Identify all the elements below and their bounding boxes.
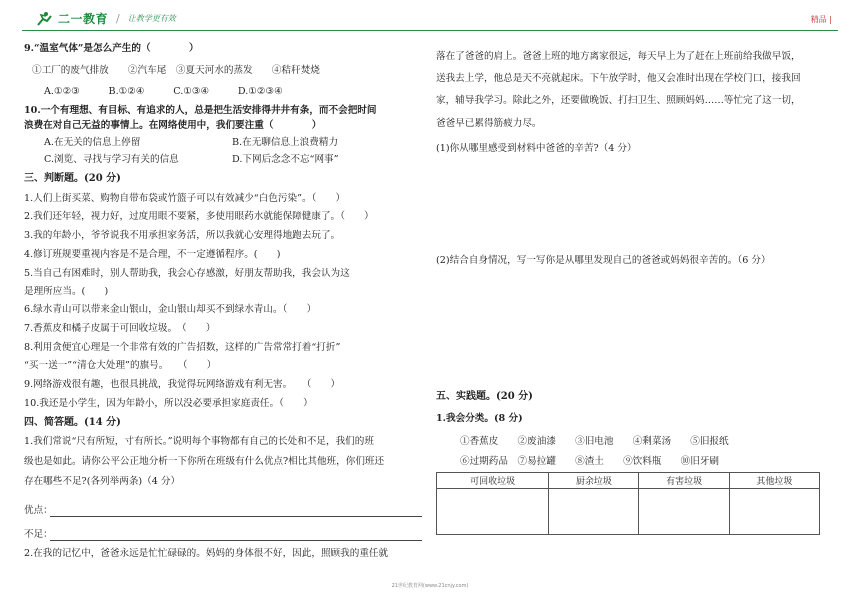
- judge-10: 10.我还是小学生，因为年龄小，所以没必要承担家庭责任。（ ）: [24, 398, 313, 409]
- judge-6: 6.绿水青山可以带来金山银山，金山银山却买不到绿水青山。（ ）: [24, 304, 317, 315]
- passage-line3: 家，辅导我学习。除此之外，还要做晚饭、打扫卫生、照顾妈妈……等忙完了这一切，: [436, 95, 801, 106]
- table-header-hazardous: 有害垃圾: [639, 473, 729, 489]
- logo-text: 二一教育: [58, 12, 109, 26]
- q10-option-c: C.浏览、寻找与学习有关的信息: [44, 154, 179, 165]
- sub-question-1: (1)你从哪里感受到材料中爸爸的辛苦?（4 分）: [436, 143, 637, 154]
- advantages-label: 优点：: [24, 505, 53, 516]
- section-5-title: 五、实践题。(20 分): [436, 391, 533, 402]
- q9-options: ①工厂的废气排放 ②汽车尾 ③夏天河水的蒸发 ④秸秆焚烧: [32, 65, 320, 76]
- short-1-line3: 存在哪些不足?(各列举两条)（4 分）: [24, 476, 181, 487]
- passage-line2: 送我去上学，他总是天不亮就起床。下午放学时，他又会准时出现在学校门口，接我回: [436, 73, 801, 84]
- waste-items-row1: ①香蕉皮 ②废油漆 ③旧电池 ④剩菜汤 ⑤旧报纸: [460, 436, 729, 447]
- judge-1: 1.人们上街买菜、购物自带布袋或竹篮子可以有效减少“白色污染”。（ ）: [24, 193, 346, 204]
- short-1-line2: 级也是如此。请你公平公正地分析一下你所在班级有什么优点?相比其他班，你们班还: [24, 456, 385, 467]
- section-4-title: 四、简答题。(14 分): [24, 417, 121, 428]
- table-header-other: 其他垃圾: [729, 473, 819, 489]
- judge-9: 9.网络游戏很有趣，也很具挑战，我觉得玩网络游戏有利无害。 （ ）: [24, 379, 341, 390]
- judge-3: 3.我的年龄小，爷爷说我不用承担家务活，所以我就心安理得地跑去玩了。: [24, 230, 341, 241]
- judge-4: 4.修订班规要重视内容是不是合理，不一定遵循程序。( ): [24, 249, 281, 260]
- judge-8-line1: 8.利用贪便宜心理是一个非常有效的广告招数，这样的广告常常打着“打折”: [24, 342, 341, 353]
- judge-2: 2.我们还年轻，视力好，过度用眼不要紧，多使用眼药水就能保障健康了。（ ）: [24, 211, 374, 222]
- table-header-recyclable: 可回收垃圾: [437, 473, 549, 489]
- recyclable-cell[interactable]: [437, 489, 549, 535]
- judge-5-line1: 5.当自己有困难时，别人帮助我，我会心存感激，好朋友帮助我，我会认为这: [24, 268, 350, 279]
- disadvantages-label: 不足：: [24, 529, 53, 540]
- page-header: [22, 8, 838, 32]
- sub-question-2: (2)结合自身情况，写一写你是从哪里发现自己的爸爸或妈妈很辛苦的。（6 分）: [436, 255, 771, 266]
- kitchen-cell[interactable]: [549, 489, 639, 535]
- judge-5-line2: 是理所应当。( ): [24, 286, 109, 297]
- passage-line4: 爸爸早已累得筋疲力尽。: [436, 118, 542, 129]
- short-1-line1: 1.我们常说“尺有所短，寸有所长。”说明每个事物都有自己的长处和不足，我们的班: [24, 436, 374, 447]
- runner-logo-icon: [34, 11, 54, 27]
- q10-option-d: D.下网后念念不忘“网事”: [232, 154, 339, 165]
- header-divider: [22, 30, 838, 31]
- section-3-title: 三、判断题。(20 分): [24, 173, 121, 184]
- waste-items-row2: ⑥过期药品 ⑦易拉罐 ⑧渣土 ⑨饮料瓶 ⑩旧牙刷: [460, 456, 720, 467]
- judge-7: 7.香蕉皮和橘子皮属于可回收垃圾。 （ ）: [24, 323, 216, 334]
- quality-badge: 精品 |: [810, 15, 832, 24]
- q10-line1: 10.一个有理想、有目标、有追求的人，总是把生活安排得井井有条，而不会把时间: [24, 105, 377, 116]
- page-footer: 21世纪教育网(www.21cnjy.com): [391, 583, 469, 589]
- logo-separator: /: [116, 12, 120, 25]
- q10-option-b: B.在无聊信息上浪费精力: [232, 137, 339, 148]
- slogan: 让教学更有效: [127, 14, 176, 23]
- q10-line2: 浪费在对自己无益的事情上。在网络使用中，我们要注重（ ）: [24, 120, 322, 131]
- hazardous-cell[interactable]: [639, 489, 729, 535]
- sorting-table: [436, 472, 820, 535]
- q10-option-a: A.在无关的信息上停留: [44, 137, 141, 148]
- other-cell[interactable]: [729, 489, 819, 535]
- logo: [34, 10, 176, 27]
- q9-text: 9.“温室气体”是怎么产生的（ ）: [24, 43, 199, 54]
- table-header-kitchen: 厨余垃圾: [549, 473, 639, 489]
- q9-choices: A.①②③ B.①②④ C.①③④ D.①②③④: [44, 86, 283, 97]
- passage-line1: 落在了爸爸的肩上。爸爸上班的地方离家很远，每天早上为了赶在上班前给我做早饭，: [436, 51, 801, 62]
- advantages-answer-line[interactable]: [50, 516, 422, 517]
- judge-8-line2: “买一送一”“清仓大处理”的旗号。 （ ）: [24, 360, 217, 371]
- task-1-title: 1.我会分类。(8 分): [436, 413, 523, 424]
- short-2-line1: 2.在我的记忆中，爸爸永远是忙忙碌碌的。妈妈的身体很不好，因此，照顾我的重任就: [24, 548, 389, 559]
- disadvantages-answer-line[interactable]: [50, 540, 422, 541]
